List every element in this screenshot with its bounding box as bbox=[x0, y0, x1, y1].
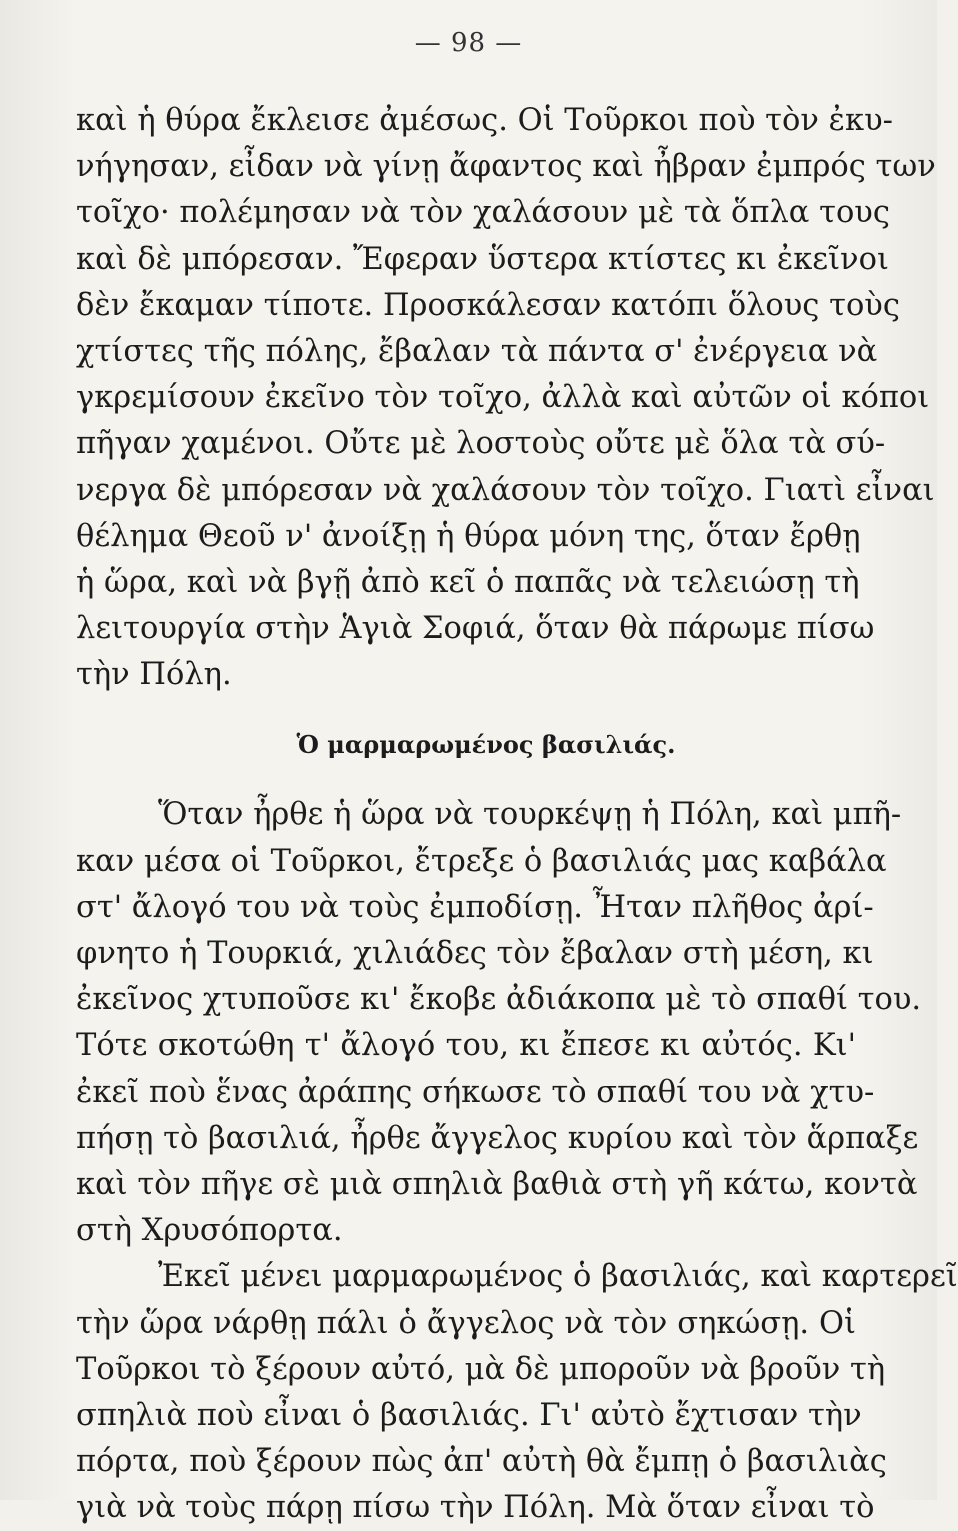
text-line: στ' ἄλογό του νὰ τοὺς ἐμποδίσῃ. Ἦταν πλῆθος ἀρί- bbox=[76, 889, 874, 925]
text-line: θέλημα Θεοῦ ν' ἀνοίξῃ ἡ θύρα μόνη της, ὅταν ἔρθῃ bbox=[76, 518, 861, 554]
text-line: γιὰ νὰ τοὺς πάρῃ πίσω τὴν Πόλη. Μὰ ὅταν εἶναι τὸ bbox=[76, 1490, 875, 1526]
text-line: καὶ τὸν πῆγε σὲ μιὰ σπηλιὰ βαθιὰ στὴ γῆ κάτω, κοντὰ bbox=[76, 1166, 918, 1202]
paragraph-1 bbox=[76, 98, 936, 698]
text-line: τὴν Πόλη. bbox=[76, 657, 232, 693]
text-line: δὲν ἔκαμαν τίποτε. Προσκάλεσαν κατόπι ὅλους τοὺς bbox=[76, 287, 900, 323]
text-line: νεργα δὲ μπόρεσαν νὰ χαλάσουν τὸν τοῖχο. Γιατὶ εἶναι bbox=[76, 472, 935, 508]
text-line: τὴν ὥρα νάρθῃ πάλι ὁ ἄγγελος νὰ τὸν σηκώσῃ. Οἱ bbox=[76, 1305, 856, 1341]
text-line: λειτουργία στὴν Ἁγιὰ Σοφιά, ὅταν θὰ πάρωμε πίσω bbox=[76, 611, 875, 647]
page-number: — 98 — bbox=[414, 28, 523, 58]
text-body bbox=[76, 98, 958, 1531]
text-line: ἐκεῖ ποὺ ἕνας ἀράπης σήκωσε τὸ σπαθί του νὰ χτυ- bbox=[76, 1074, 875, 1110]
text-line: πῆγαν χαμένοι. Οὔτε μὲ λοστοὺς οὔτε μὲ ὅλα τὰ σύ- bbox=[76, 426, 886, 462]
text-line: φνητο ἡ Τουρκιά, χιλιάδες τὸν ἔβαλαν στὴ μέση, κι bbox=[76, 936, 874, 971]
text-line: τοῖχο· πολέμησαν νὰ τὸν χαλάσουν μὲ τὰ ὅπλα τους bbox=[76, 195, 890, 231]
paragraph-2 bbox=[76, 792, 922, 1254]
text-line: ἡ ὥρα, καὶ νὰ βγῇ ἀπὸ κεῖ ὁ παπᾶς νὰ τελειώσῃ τὴ bbox=[76, 564, 860, 600]
text-line: χτίστες τῆς πόλης, ἔβαλαν τὰ πάντα σ' ἐνέργεια νὰ bbox=[76, 333, 878, 369]
text-line: Ὅταν ἦρθε ἡ ὥρα νὰ τουρκέψῃ ἡ Πόλη, καὶ μπῆ- bbox=[158, 797, 902, 833]
text-line: Ἐκεῖ μένει μαρμαρωμένος ὁ βασιλιάς, καὶ καρτερεῖ bbox=[158, 1259, 958, 1295]
section-heading: Ὁ μαρμαρωμένος βασιλιάς. bbox=[296, 730, 676, 760]
text-line: ἐκεῖνος χτυποῦσε κι' ἔκοβε ἀδιάκοπα μὲ τὸ σπαθί του. bbox=[76, 982, 922, 1018]
text-line: καν μέσα οἱ Τοῦρκοι, ἔτρεξε ὁ βασιλιάς μας καβάλα bbox=[76, 843, 887, 879]
text-line: καὶ ἡ θύρα ἔκλεισε ἀμέσως. Οἱ Τοῦρκοι ποὺ τὸν ἐκυ- bbox=[76, 103, 893, 138]
text-line: σπηλιὰ ποὺ εἶναι ὁ βασιλιάς. Γι' αὐτὸ ἔχτισαν τὴν bbox=[76, 1397, 862, 1433]
text-line: στὴ Χρυσόπορτα. bbox=[76, 1213, 343, 1249]
text-line: Τοῦρκοι τὸ ξέρουν αὐτό, μὰ δὲ μποροῦν νὰ βροῦν τὴ bbox=[76, 1351, 886, 1387]
text-line: νήγησαν, εἶδαν νὰ γίνῃ ἄφαντος καὶ ἦβραν ἐμπρός των bbox=[76, 149, 936, 185]
text-line: πόρτα, ποὺ ξέρουν πὼς ἀπ' αὐτὴ θὰ ἔμπῃ ὁ βασιλιὰς bbox=[76, 1444, 887, 1480]
text-line: γκρεμίσουν ἐκεῖνο τὸν τοῖχο, ἀλλὰ καὶ αὐτῶν οἱ κόποι bbox=[76, 380, 930, 416]
paragraph-3 bbox=[76, 1254, 958, 1531]
text-line: καὶ δὲ μπόρεσαν. Ἔφεραν ὕστερα κτίστες κι ἐκεῖνοι bbox=[76, 241, 889, 277]
text-line: Τότε σκοτώθη τ' ἄλογό του, κι ἔπεσε κι αὐτός. Κι' bbox=[76, 1028, 856, 1064]
text-line: πήσῃ τὸ βασιλιά, ἦρθε ἄγγελος κυρίου καὶ τὸν ἅρπαξε bbox=[76, 1120, 919, 1156]
